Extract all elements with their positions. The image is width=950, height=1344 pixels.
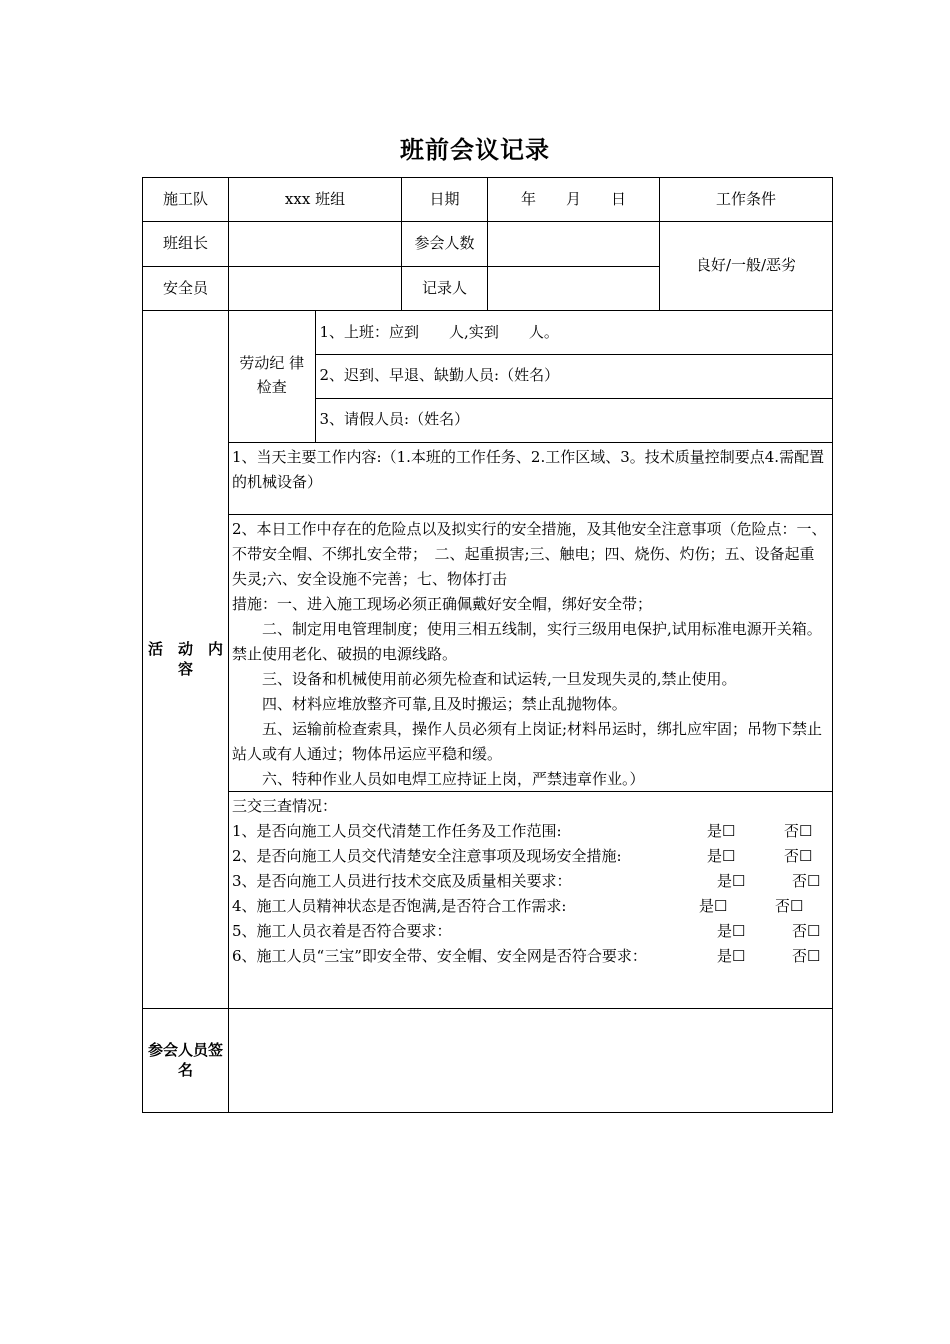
header-row-2 [143,222,833,267]
team-leader-label: 班组长 [143,222,229,267]
discipline-table [229,311,832,443]
measures-4: 四、材料应堆放整齐可靠,且及时搬运；禁止乱抛物体。 [262,694,627,713]
check-no-5[interactable]: 否☐ [792,921,821,940]
check-row-2 [232,844,829,869]
work-condition-value[interactable]: 良好/一般/恶劣 [660,222,833,311]
check-yes-6[interactable]: 是☐ [717,946,746,965]
work-content-block [229,443,832,515]
check-row-4 [232,894,829,919]
measures-1: 措施：一、进入施工现场必须正确佩戴好安全帽，绑好安全带； [232,594,653,613]
check-yes-3[interactable]: 是☐ [717,871,746,890]
activity-row [143,311,833,1009]
check-yes-2[interactable]: 是☐ [707,846,736,865]
header-row-1 [143,178,833,222]
three-checks-block [229,792,832,971]
safety-officer-field[interactable] [229,267,402,311]
check-question-1: 1、是否向施工人员交代清楚工作任务及工作范围: [232,821,562,840]
check-question-4: 4、施工人员精神状态是否饱满,是否符合工作需求: [232,896,567,915]
check-row-5 [232,919,829,944]
check-no-1[interactable]: 否☐ [784,821,813,840]
check-row-6 [232,944,829,969]
check-question-2: 2、是否向施工人员交代清楚安全注意事项及现场安全措施: [232,846,622,865]
check-no-3[interactable]: 否☐ [792,871,821,890]
activity-content-area [229,311,833,1009]
measures-3: 三、设备和机械使用前必须先检查和试运转,一旦发现失灵的,禁止使用。 [262,669,737,688]
check-no-2[interactable]: 否☐ [784,846,813,865]
signature-row [143,1009,833,1113]
discipline-label-line2: 检查 [256,378,287,396]
signature-field[interactable] [229,1009,833,1113]
check-question-6: 6、施工人员“三宝”即安全带、安全帽、安全网是否符合要求： [232,946,647,965]
measures-2: 二、制定用电管理制度；使用三相五线制，实行三级用电保护,试用标准电源开关箱。禁止使用老化、破损的电源线路。 [232,619,822,663]
check-no-6[interactable]: 否☐ [792,946,821,965]
meeting-record-table [142,177,833,1113]
recorder-field[interactable] [488,267,660,311]
late-absent-item[interactable]: 2、迟到、早退、缺勤人员:（姓名） [315,354,832,398]
check-yes-1[interactable]: 是☐ [707,821,736,840]
signature-label [143,1009,229,1113]
check-question-3: 3、是否向施工人员进行技术交底及质量相关要求： [232,871,572,890]
discipline-check-label [229,311,315,442]
date-label: 日期 [402,178,488,222]
measures-6: 六、特种作业人员如电焊工应持证上岗，严禁违章作业。） [262,769,645,788]
team-value[interactable]: xxx 班组 [229,178,402,222]
discipline-label-line1: 劳动纪 律 [239,354,305,372]
check-question-5: 5、施工人员衣着是否符合要求： [232,921,452,940]
check-row-1 [232,819,829,844]
signature-label-line1: 参会人员签 [147,1041,223,1059]
measures-5: 五、运输前检查索具，操作人员必须有上岗证;材料吊运时，绑扎应牢固；吊物下禁止站人或有人通过；物体吊运应平稳和缓。 [232,719,823,763]
hazards-measures-block [229,515,832,792]
date-value[interactable]: 年 月 日 [488,178,660,222]
activity-label-line1: 活 动 内 [147,640,223,658]
check-yes-4[interactable]: 是☐ [699,896,728,915]
check-yes-5[interactable]: 是☐ [717,921,746,940]
team-label: 施工队 [143,178,229,222]
three-checks-title: 三交三查情况： [232,796,338,815]
check-no-4[interactable]: 否☐ [775,896,804,915]
safety-officer-label: 安全员 [143,267,229,311]
page-title: 班前会议记录 [400,136,550,164]
work-content-text[interactable]: 1、当天主要工作内容:（1.本班的工作任务、2.工作区域、3。技术质量控制要点4.需配置的机械设备） [232,447,825,491]
hazards-intro: 2、本日工作中存在的危险点以及拟实行的安全措施，及其他安全注意事项（危险点：一、不带安全帽、不绑扎安全带； 二、起重损害;三、触电；四、烧伤、灼伤；五、设备起重失灵;六、安全设施不完善；七、物体打击 [232,519,827,588]
leave-item[interactable]: 3、请假人员:（姓名） [315,398,832,442]
check-row-3 [232,869,829,894]
attendees-label: 参会人数 [402,222,488,267]
attendance-item[interactable]: 1、上班：应到 人,实到 人。 [315,311,832,354]
work-condition-label: 工作条件 [660,178,833,222]
attendees-field[interactable] [488,222,660,267]
recorder-label: 记录人 [402,267,488,311]
activity-content-label [143,311,229,1009]
signature-label-line2: 名 [177,1060,193,1079]
team-leader-field[interactable] [229,222,402,267]
activity-label-line2: 容 [177,659,193,678]
